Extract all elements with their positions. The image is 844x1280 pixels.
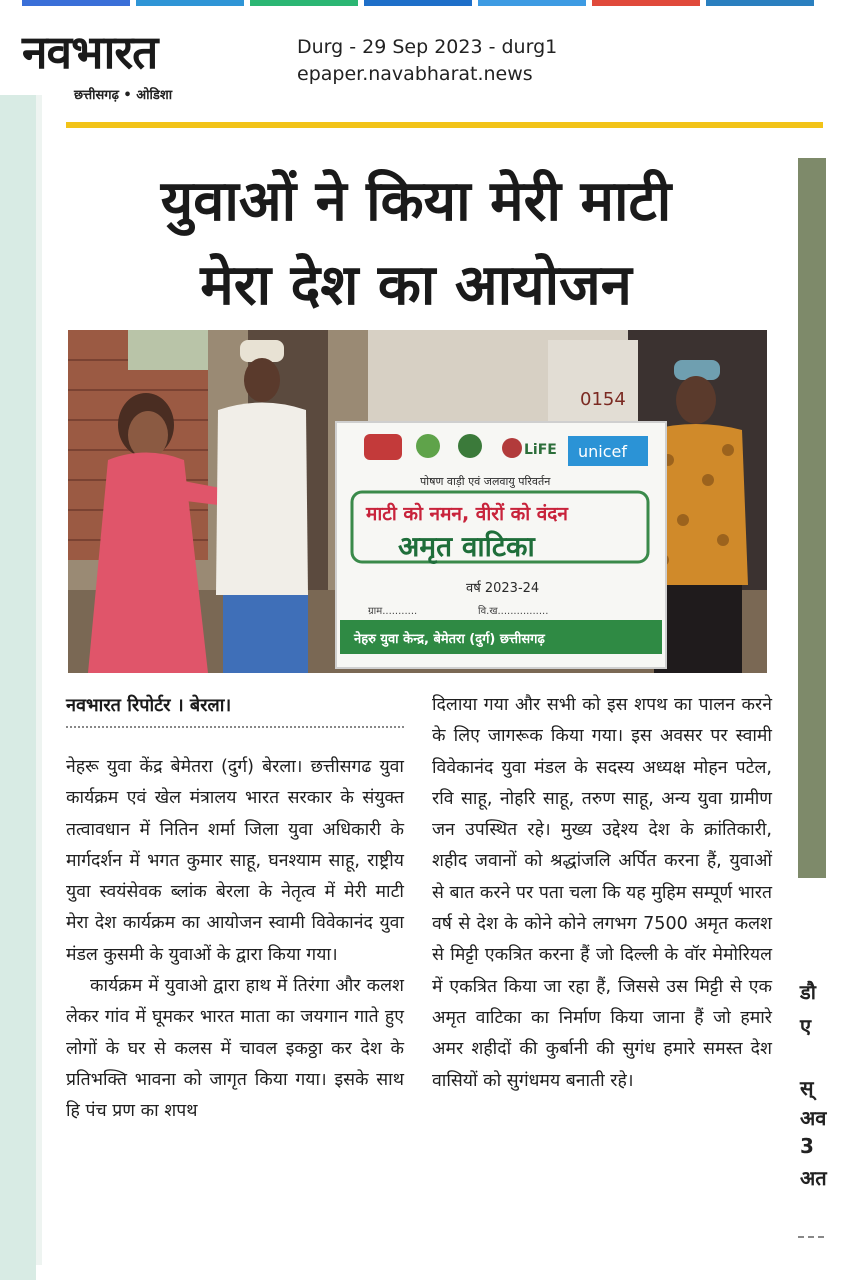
article-headline [66,160,766,328]
newspaper-logo[interactable] [22,25,277,103]
epaper-url[interactable]: epaper.navabharat.news [297,63,533,85]
top-color-segment [22,0,130,6]
unicef-logo: unicef [578,442,627,461]
edition-date: Durg - 29 Sep 2023 - durg1 [297,36,558,58]
adjacent-photo-fragment [798,158,826,878]
top-color-segment [592,0,700,6]
headline-line-2: मेरा देश का आयोजन [200,253,632,318]
top-color-segment [250,0,358,6]
photo-scene [68,330,767,673]
wall-number: 0154 [580,389,626,410]
logo-subtitle: छत्तीसगढ़ • ओडिशा [74,88,173,103]
adjacent-text-fragment-1: डौ [800,980,816,1004]
article-photo [68,330,767,673]
logo-text: नवभारत [22,25,158,79]
top-color-segment [364,0,472,6]
page-left-margin [0,95,36,1280]
life-logo: LiFE [524,442,557,458]
article-paragraph-1: नेहरू युवा केंद्र बेमेतरा (दुर्ग) बेरला। छत्तीसगढ युवा कार्यक्रम एवं खेल मंत्रालय भारत सरकार के संयुक्त तत्वावधान में नितिन शर्मा जिला युवा अधिकारी के मार्गदर्शन में भगत कुमार साहू, घनश्याम साहू, राष्ट्रीय युवा स्वयंसेवक ब्लांक बेरला के नेतृत्व में मेरी माटी मेरा देश कार्यक्रम का आयोजन स्वामी विवेकानंद युवा मंडल कुसमी के युवाओं के द्वारा किया गया। [66,757,404,965]
adjacent-text-fragment-4: अव [800,1106,827,1130]
top-color-segment [706,0,814,6]
section-divider [66,122,823,128]
article-column-1 [66,752,404,1128]
banner-top-text: पोषण वाड़ी एवं जलवायु परिवर्तन [420,475,551,488]
top-color-segment [136,0,244,6]
page-left-margin-inner [36,95,42,1265]
article-paragraph-2: कार्यक्रम में युवाओ द्वारा हाथ में तिरंगा और कलश लेकर गांव में घूमकर भारत माता का जयगान गाते हुए लोगों के घर से कलस में चावल इकठ्ठा कर देश के प्रतिभक्ति भावना को जागृत किया गया। इसके साथ हि पंच प्रण का शपथ [66,976,404,1122]
banner-slogan: माटी को नमन, वीरों को वंदन [366,503,568,525]
banner-year: वर्ष 2023-24 [466,581,540,596]
adjacent-text-fragment-2: ए [800,1014,812,1038]
article-column-2 [432,690,772,1097]
banner-gram: ग्राम........... [368,606,418,617]
article-byline: नवभारत रिपोर्टर । बेरला। [66,695,232,716]
amrit-vatika-banner [336,422,666,668]
edition-info [297,34,557,88]
top-color-bar [0,0,844,8]
adjacent-text-fragment-5: 3 [800,1134,814,1158]
adjacent-divider [798,1236,824,1238]
banner-vikas: वि.ख................ [478,606,549,617]
adjacent-text-fragment-6: अत [800,1166,827,1190]
headline-line-1: युवाओं ने किया मेरी माटी [160,169,672,234]
top-color-segment [478,0,586,6]
banner-footer: नेहरु युवा केन्द्र, बेमेतरा (दुर्ग) छत्तीसगढ़ [354,632,545,647]
byline-divider [66,726,404,728]
article-paragraph-3: दिलाया गया और सभी को इस शपथ का पालन करने के लिए जागरूक किया गया। इस अवसर पर स्वामी विवेकानंद युवा मंडल के सदस्य अध्यक्ष मोहन पटेल, रवि साहू, नोहरि साहू, तरुण साहू, अन्य युवा ग्रामीण जन उपस्थित रहे। मुख्य उद्देश्य देश के क्रांतिकारी, शहीद जवानों को श्रद्धांजलि अर्पित करना हैं, युवाओं से बात करने पर पता चला कि यह मुहिम सम्पूर्ण भारत वर्ष से देश के कोने कोने लगभग 7500 अमृत कलश से मिट्टी एकत्रित करना हैं जो दिल्ली के वॉर मेमोरियल में एकत्रित किया जा रहा हैं, जिससे उस मिट्टी से एक अमृत वाटिका का निर्माण किया जाना हैं जो हमारे अमर शहीदों की कुर्बानी की सुगंध हमारे समस्त देश वासियों को सुगंधमय बनाती रहे। [432,695,772,1091]
banner-title: अमृत वाटिका [398,530,535,563]
adjacent-text-fragment-3: स् [800,1076,814,1100]
